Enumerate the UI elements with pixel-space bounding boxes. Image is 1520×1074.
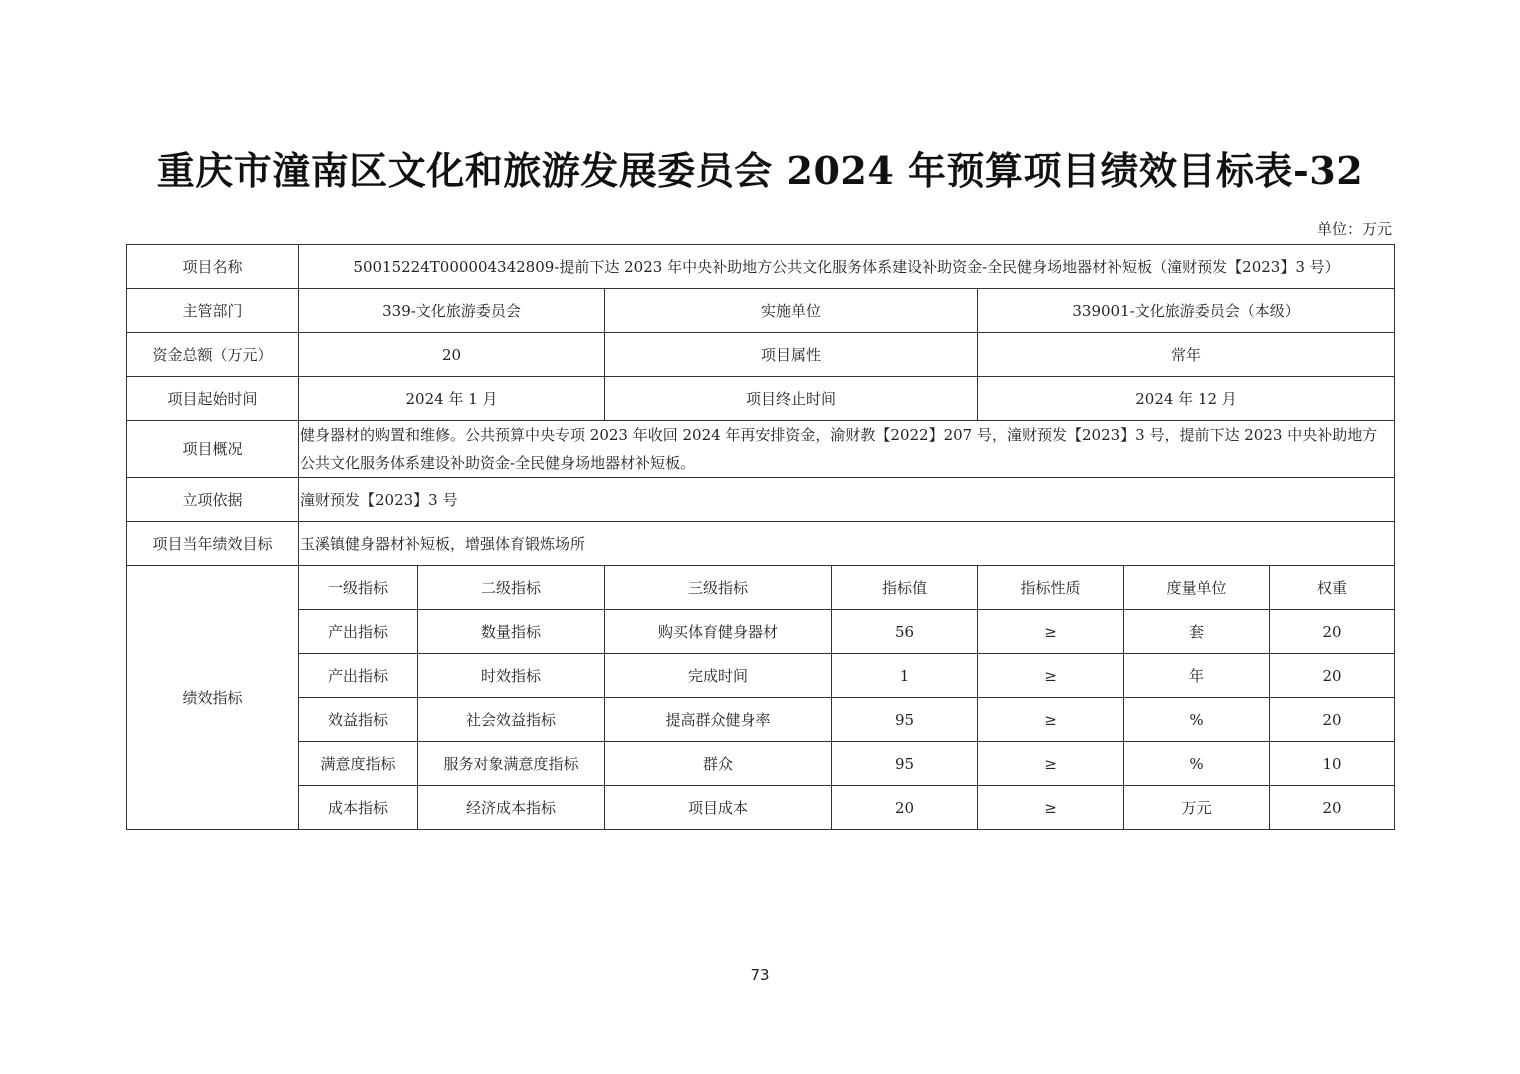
unit-cell: % xyxy=(1124,698,1270,742)
end-value: 2024 年 12 月 xyxy=(978,377,1395,421)
goal-label: 项目当年绩效目标 xyxy=(127,522,299,566)
indicator-header-row xyxy=(127,566,1395,610)
row-dept xyxy=(127,289,1395,333)
level3-cell: 提高群众健身率 xyxy=(605,698,832,742)
level2-cell: 时效指标 xyxy=(418,654,605,698)
level3-cell: 项目成本 xyxy=(605,786,832,830)
unit-cell: % xyxy=(1124,742,1270,786)
header-level1: 一级指标 xyxy=(299,566,418,610)
unit-cell: 年 xyxy=(1124,654,1270,698)
impl-value: 339001-文化旅游委员会（本级） xyxy=(978,289,1395,333)
indicator-row xyxy=(127,786,1395,830)
start-value: 2024 年 1 月 xyxy=(299,377,605,421)
end-label: 项目终止时间 xyxy=(605,377,978,421)
level1-cell: 满意度指标 xyxy=(299,742,418,786)
weight-cell: 20 xyxy=(1270,654,1395,698)
header-weight: 权重 xyxy=(1270,566,1395,610)
project-name-label: 项目名称 xyxy=(127,245,299,289)
attr-label: 项目属性 xyxy=(605,333,978,377)
header-level2: 二级指标 xyxy=(418,566,605,610)
fund-label: 资金总额（万元） xyxy=(127,333,299,377)
level2-cell: 社会效益指标 xyxy=(418,698,605,742)
header-nature: 指标性质 xyxy=(978,566,1124,610)
value-cell: 56 xyxy=(832,610,978,654)
row-basis xyxy=(127,478,1395,522)
unit-note: 单位：万元 xyxy=(1316,220,1392,238)
attr-value: 常年 xyxy=(978,333,1395,377)
row-fund xyxy=(127,333,1395,377)
overview-value: 健身器材的购置和维修。公共预算中央专项 2023 年收回 2024 年再安排资金，渝财教【2022】207 号，潼财预发【2023】3 号，提前下达 2023 中央补助地方公共文化服务体系建设补助资金-全民健身场地器材补短板。 xyxy=(299,421,1395,478)
nature-cell: ≥ xyxy=(978,654,1124,698)
level2-cell: 经济成本指标 xyxy=(418,786,605,830)
value-cell: 95 xyxy=(832,742,978,786)
nature-cell: ≥ xyxy=(978,698,1124,742)
nature-cell: ≥ xyxy=(978,786,1124,830)
document-title: 重庆市潼南区文化和旅游发展委员会 2024 年预算项目绩效目标表-32 xyxy=(156,148,1364,193)
indicator-row xyxy=(127,610,1395,654)
value-cell: 20 xyxy=(832,786,978,830)
dept-value: 339-文化旅游委员会 xyxy=(299,289,605,333)
level3-cell: 完成时间 xyxy=(605,654,832,698)
goal-value: 玉溪镇健身器材补短板，增强体育锻炼场所 xyxy=(299,522,1395,566)
header-level3: 三级指标 xyxy=(605,566,832,610)
dept-label: 主管部门 xyxy=(127,289,299,333)
value-cell: 95 xyxy=(832,698,978,742)
weight-cell: 20 xyxy=(1270,786,1395,830)
row-overview xyxy=(127,421,1395,478)
impl-label: 实施单位 xyxy=(605,289,978,333)
level1-cell: 成本指标 xyxy=(299,786,418,830)
basis-value: 潼财预发【2023】3 号 xyxy=(299,478,1395,522)
level2-cell: 服务对象满意度指标 xyxy=(418,742,605,786)
indicators-section-label: 绩效指标 xyxy=(127,566,299,830)
basis-label: 立项依据 xyxy=(127,478,299,522)
row-project-name xyxy=(127,245,1395,289)
level1-cell: 效益指标 xyxy=(299,698,418,742)
unit-cell: 套 xyxy=(1124,610,1270,654)
fund-value: 20 xyxy=(299,333,605,377)
row-dates xyxy=(127,377,1395,421)
weight-cell: 20 xyxy=(1270,610,1395,654)
weight-cell: 20 xyxy=(1270,698,1395,742)
header-unit: 度量单位 xyxy=(1124,566,1270,610)
performance-table xyxy=(126,244,1395,830)
level1-cell: 产出指标 xyxy=(299,654,418,698)
level2-cell: 数量指标 xyxy=(418,610,605,654)
page-number: 73 xyxy=(750,966,770,984)
level1-cell: 产出指标 xyxy=(299,610,418,654)
level3-cell: 群众 xyxy=(605,742,832,786)
nature-cell: ≥ xyxy=(978,742,1124,786)
overview-label: 项目概况 xyxy=(127,421,299,478)
weight-cell: 10 xyxy=(1270,742,1395,786)
project-name-value: 50015224T000004342809-提前下达 2023 年中央补助地方公共文化服务体系建设补助资金-全民健身场地器材补短板（潼财预发【2023】3 号） xyxy=(299,245,1395,289)
indicator-row xyxy=(127,654,1395,698)
header-value: 指标值 xyxy=(832,566,978,610)
indicator-row xyxy=(127,742,1395,786)
start-label: 项目起始时间 xyxy=(127,377,299,421)
unit-cell: 万元 xyxy=(1124,786,1270,830)
row-goal xyxy=(127,522,1395,566)
nature-cell: ≥ xyxy=(978,610,1124,654)
value-cell: 1 xyxy=(832,654,978,698)
indicator-row xyxy=(127,698,1395,742)
level3-cell: 购买体育健身器材 xyxy=(605,610,832,654)
